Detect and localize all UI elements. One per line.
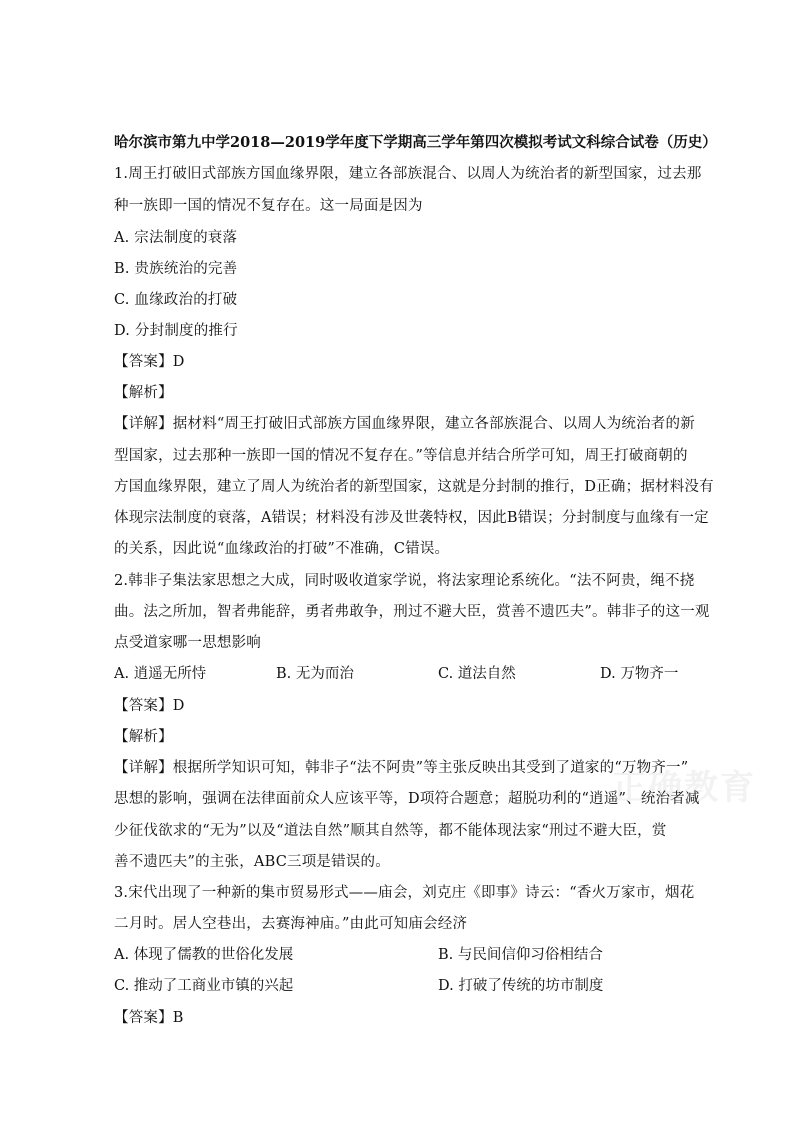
q1-stem-line-1: 1.周王打破旧式部族方国血缘界限，建立各部族混合、以周人为统治者的新型国家，过去那: [114, 166, 702, 182]
q3-answer: 【答案】B: [114, 1010, 184, 1026]
q1-option-b: B. 贵族统治的完善: [114, 261, 238, 277]
q3-option-a: A. 体现了儒教的世俗化发展: [114, 947, 294, 963]
q2-option-b: B. 无为而治: [276, 666, 354, 682]
page-title: 哈尔滨市第九中学2018—2019学年度下学期高三学年第四次模拟考试文科综合试卷（历史）: [114, 134, 717, 151]
q2-detail-line-3: 少征伐欲求的“无为”以及“道法自然”顺其自然等，都不能体现法家“刑过不避大臣，赏: [114, 823, 667, 839]
q1-option-c: C. 血缘政治的打破: [114, 292, 238, 308]
q1-detail-line-4: 体现宗法制度的衰落，A错误；材料没有涉及世袭特权，因此B错误；分封制度与血缘有一定: [114, 510, 709, 526]
q1-option-a: A. 宗法制度的衰落: [114, 230, 238, 246]
q1-detail-line-5: 的关系，因此说“血缘政治的打破”不准确，C错误。: [114, 541, 450, 557]
q1-analysis-label: 【解析】: [114, 385, 173, 401]
q2-detail-line-1: 【详解】根据所学知识可知，韩非子“法不阿贵”等主张反映出其受到了道家的“万物齐一”: [114, 760, 689, 776]
q3-stem-line-1: 3.宋代出现了一种新的集市贸易形式——庙会，刘克庄《即事》诗云：“香火万家市，烟花: [114, 885, 695, 901]
q1-answer: 【答案】D: [114, 354, 185, 370]
q1-detail-line-3: 方国血缘界限，建立了周人为统治者的新型国家，这就是分封制的推行，D正确；据材料没有: [114, 479, 714, 495]
q2-detail-line-4: 善不遗匹夫”的主张，ABC三项是错误的。: [114, 854, 390, 870]
watermark: 正确教育: [612, 768, 756, 808]
q3-option-d: D. 打破了传统的坊市制度: [438, 978, 604, 994]
q3-option-c: C. 推动了工商业市镇的兴起: [114, 978, 294, 994]
q2-analysis-label: 【解析】: [114, 729, 173, 745]
q1-detail-line-2: 型国家，过去那种一族即一国的情况不复存在。”等信息并结合所学可知，周王打破商朝的: [114, 448, 688, 464]
q1-option-d: D. 分封制度的推行: [114, 323, 238, 339]
q2-detail-line-2: 思想的影响，强调在法律面前众人应该平等，D项符合题意；超脱功利的“逍遥”、统治者减: [114, 791, 700, 807]
q2-option-a: A. 逍遥无所恃: [114, 666, 207, 682]
q2-answer: 【答案】D: [114, 698, 185, 714]
q2-stem-line-3: 点受道家哪一思想影响: [114, 635, 261, 651]
q2-option-d: D. 万物齐一: [600, 666, 679, 682]
q3-option-b: B. 与民间信仰习俗相结合: [438, 947, 603, 963]
q2-stem-line-2: 曲。法之所加，智者弗能辞，勇者弗敢争，刑过不避大臣，赏善不遗匹夫”。韩非子的这一观: [114, 604, 710, 620]
q1-stem-line-2: 种一族即一国的情况不复存在。这一局面是因为: [114, 198, 423, 214]
q3-stem-line-2: 二月时。居人空巷出，去赛海神庙。”由此可知庙会经济: [114, 916, 468, 932]
q2-stem-line-1: 2.韩非子集法家思想之大成，同时吸收道家学说，将法家理论系统化。“法不阿贵，绳不挠: [114, 573, 695, 589]
q1-detail-line-1: 【详解】据材料“周王打破旧式部族方国血缘界限，建立各部族混合、以周人为统治者的新: [114, 416, 695, 432]
q2-option-c: C. 道法自然: [438, 666, 516, 682]
